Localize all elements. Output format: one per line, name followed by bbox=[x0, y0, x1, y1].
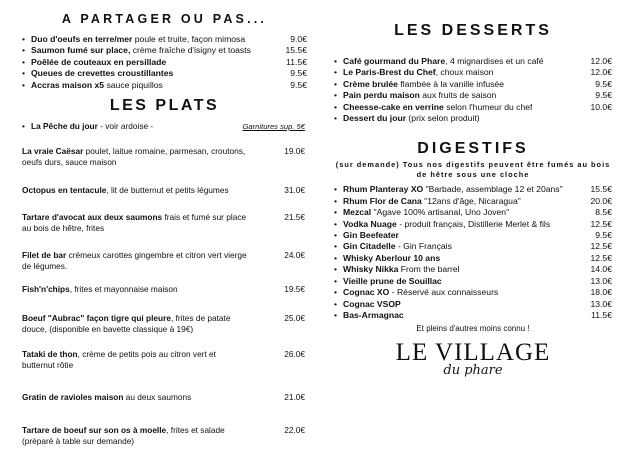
bullet-icon: • bbox=[334, 195, 338, 206]
list-item bbox=[22, 45, 307, 56]
list-item bbox=[334, 196, 612, 207]
list-item bbox=[22, 392, 307, 403]
bullet-icon: • bbox=[22, 34, 26, 44]
item-name: Tartare d'avocat aux deux saumons bbox=[22, 211, 163, 222]
list-item bbox=[22, 80, 307, 91]
item-desc: frais et fumé sur place au bois de hêtre, frites bbox=[22, 211, 247, 234]
item-name: Filet de bar bbox=[22, 250, 67, 261]
list-item bbox=[334, 67, 612, 78]
bullet-icon: • bbox=[334, 56, 338, 66]
item-name: Gin Beefeater bbox=[343, 230, 399, 241]
list-item bbox=[22, 425, 307, 447]
bullet-icon: • bbox=[334, 252, 338, 263]
item-desc: "12ans d'âge, Nicaragua" bbox=[421, 195, 521, 206]
list-item bbox=[334, 219, 612, 230]
item-name: Vodka Nuage bbox=[343, 218, 397, 229]
item-price: 15.5€ bbox=[285, 45, 307, 56]
item-desc: , lit de butternut et petits légumes bbox=[106, 184, 229, 195]
plats-title: LES PLATS bbox=[109, 97, 220, 115]
plats-list bbox=[22, 121, 307, 447]
bullet-icon: • bbox=[334, 230, 338, 241]
list-item bbox=[334, 276, 612, 287]
item-desc: (prix selon produit) bbox=[406, 113, 480, 124]
list-item bbox=[334, 287, 612, 298]
list-item bbox=[22, 250, 307, 272]
item-price: 9.5€ bbox=[595, 90, 612, 101]
list-item bbox=[22, 185, 307, 196]
list-item bbox=[22, 212, 307, 234]
item-name: Tataki de thon bbox=[22, 349, 78, 360]
desserts-list bbox=[334, 56, 612, 124]
item-name: Boeuf "Aubrac" façon tigre qui pleure bbox=[22, 312, 171, 323]
list-item: • La Pêche du jour - voir ardoise - Garnitures sup. 5€ bbox=[22, 121, 305, 132]
item-price: 15.5€ bbox=[590, 184, 612, 195]
right-column bbox=[334, 0, 612, 378]
item-name: Rhum Flor de Cana bbox=[343, 195, 422, 206]
item-desc: selon l'humeur du chef bbox=[443, 101, 533, 112]
list-item bbox=[334, 230, 612, 241]
item-desc: aux fruits de saison bbox=[419, 90, 497, 101]
list-item bbox=[334, 299, 612, 310]
item-price: 9.5€ bbox=[290, 79, 307, 90]
list-item bbox=[22, 313, 307, 335]
item-name: Café gourmand du Phare bbox=[343, 56, 446, 66]
item-name: Rhum Planteray XO bbox=[343, 184, 424, 195]
desserts-title: LES DESSERTS bbox=[394, 22, 552, 39]
list-item bbox=[334, 184, 612, 195]
list-item bbox=[334, 79, 612, 90]
bullet-icon: • bbox=[334, 298, 338, 309]
item-desc: From the barrel bbox=[398, 264, 460, 275]
item-name: Saumon fumé sur place, bbox=[31, 45, 131, 56]
list-item bbox=[334, 90, 612, 101]
bullet-icon: • bbox=[334, 241, 338, 252]
item-price: 12.0€ bbox=[590, 56, 612, 66]
item-name: La vraie Caësar bbox=[22, 146, 84, 157]
item-price: 12.5€ bbox=[590, 218, 612, 229]
bullet-icon: • bbox=[22, 79, 26, 90]
item-price: 9.0€ bbox=[290, 34, 307, 44]
partager-list bbox=[22, 34, 307, 91]
bullet-icon: • bbox=[22, 45, 26, 56]
item-price: 22.0€ bbox=[284, 424, 305, 435]
item-name: Gin Citadelle bbox=[343, 241, 396, 252]
item-price: 13.0€ bbox=[590, 298, 612, 309]
list-item bbox=[334, 310, 612, 321]
item-price: 11.5€ bbox=[591, 309, 612, 320]
item-name: Fish'n'chips bbox=[22, 283, 70, 294]
logo-subtitle: du phare bbox=[443, 363, 503, 379]
list-item bbox=[334, 102, 612, 113]
item-desc: au deux saumons bbox=[123, 391, 192, 402]
item-name: Cognac VSOP bbox=[343, 298, 401, 309]
item-name: Cognac XO bbox=[343, 287, 390, 298]
logo-title: LE VILLAGE bbox=[395, 339, 551, 367]
item-desc: "Barbade, assemblage 12 et 20ans" bbox=[423, 184, 563, 195]
list-item bbox=[334, 56, 612, 67]
item-price: 21.5€ bbox=[284, 211, 305, 222]
bullet-icon: • bbox=[334, 67, 338, 78]
bullet-icon: • bbox=[334, 184, 338, 195]
item-price: 10.0€ bbox=[590, 101, 612, 112]
bullet-icon: • bbox=[334, 309, 338, 320]
list-item bbox=[334, 264, 612, 275]
bullet-icon: • bbox=[22, 68, 26, 79]
item-price: 12.0€ bbox=[590, 67, 612, 78]
list-item bbox=[334, 113, 612, 124]
list-item bbox=[22, 57, 307, 68]
list-item bbox=[22, 146, 307, 168]
bullet-icon: • bbox=[22, 56, 26, 67]
item-price: 21.0€ bbox=[284, 391, 305, 402]
bullet-icon: • bbox=[334, 287, 338, 298]
list-item bbox=[22, 34, 307, 45]
item-name: Tartare de boeuf sur son os à moelle bbox=[22, 424, 167, 435]
item-name: Pain perdu maison bbox=[343, 90, 420, 101]
bullet-icon: • bbox=[334, 275, 338, 286]
item-price: 18.0€ bbox=[590, 287, 612, 298]
item-price: 9.5€ bbox=[595, 78, 612, 89]
bullet-icon: • bbox=[334, 90, 338, 101]
digestifs-title: DIGESTIFS bbox=[417, 140, 529, 158]
item-name: Queues de crevettes croustillantes bbox=[31, 68, 174, 79]
item-price: 9.5€ bbox=[595, 230, 612, 241]
item-desc: , choux maison bbox=[435, 67, 494, 78]
item-price: 20.0€ bbox=[590, 195, 612, 206]
item-desc: , frites de patate douce, (disponible en bavette classique à 19€) bbox=[22, 312, 231, 335]
item-price: 19.5€ bbox=[284, 283, 305, 294]
bullet-icon: • bbox=[334, 113, 338, 124]
digestifs-tail: Et pleins d'autres moins connu ! bbox=[416, 324, 530, 334]
bullet-icon: • bbox=[334, 218, 338, 229]
item-desc: - produit français, Distillerie Merlet & fils bbox=[396, 218, 551, 229]
item-desc: , 4 mignardises et un café bbox=[445, 56, 544, 66]
item-price: 31.0€ bbox=[284, 184, 305, 195]
item-desc: crème fraîche d'isigny et toasts bbox=[130, 45, 251, 56]
item-desc: sauce piquillos bbox=[104, 79, 163, 90]
bullet-icon: • bbox=[334, 264, 338, 275]
item-name: Gratin de ravioles maison bbox=[22, 391, 124, 402]
item-price: 13.0€ bbox=[590, 275, 612, 286]
item-name: Crème brulée bbox=[343, 78, 398, 89]
item-price: 26.0€ bbox=[284, 349, 305, 360]
logo bbox=[334, 339, 612, 378]
item-desc: , frites et salade (préparé à table sur demande) bbox=[22, 424, 225, 447]
digestifs-intro: (sur demande) Tous nos digestifs peuvent être fumés au bois de hêtre sous une cloche bbox=[335, 160, 611, 180]
item-name: Poêlée de couteaux en persillade bbox=[31, 56, 167, 67]
item-desc: flambée à la vanille infusée bbox=[397, 78, 504, 89]
item-name: Whisky Nikka bbox=[343, 264, 399, 275]
item-desc: crémeux carottes gingembre et citron vert vierge de légumes. bbox=[22, 250, 247, 272]
list-item bbox=[334, 253, 612, 264]
item-desc: poule et truite, façon mimosa bbox=[132, 34, 246, 44]
item-price: 8.5€ bbox=[595, 207, 612, 218]
list-item bbox=[22, 284, 307, 295]
peche-label: La Pêche du jour bbox=[31, 121, 98, 132]
left-column bbox=[22, 0, 307, 447]
item-desc: - Gin Français bbox=[395, 241, 452, 252]
item-price bbox=[608, 113, 612, 124]
item-name: Vieille prune de Souillac bbox=[343, 275, 442, 286]
item-price: 24.0€ bbox=[284, 250, 305, 261]
item-name: Accras maison x5 bbox=[31, 79, 105, 90]
item-desc: "Agave 100% artisanal, Uno Joven" bbox=[371, 207, 510, 218]
list-item bbox=[22, 68, 307, 79]
item-name: Octopus en tentacule bbox=[22, 184, 107, 195]
item-name: Mezcal bbox=[343, 207, 372, 218]
list-item bbox=[334, 207, 612, 218]
bullet-icon: • bbox=[334, 207, 338, 218]
item-desc: , frites et mayonnaise maison bbox=[69, 283, 178, 294]
bullet-icon: • bbox=[334, 78, 338, 89]
item-price: 12.5€ bbox=[590, 241, 612, 252]
item-price: 9.5€ bbox=[290, 68, 307, 79]
item-desc: poulet, laitue romaine, parmesan, croutons, oeufs durs, sauce maison bbox=[22, 146, 246, 168]
item-name: Cheesse-cake en verrine bbox=[343, 101, 444, 112]
item-price: 11.5€ bbox=[286, 56, 307, 67]
item-name: Bas-Armagnac bbox=[343, 309, 404, 320]
peche-rest: - voir ardoise - bbox=[97, 121, 154, 132]
item-price: 14.0€ bbox=[590, 264, 612, 275]
list-item bbox=[334, 241, 612, 252]
garnitures-note: Garnitures sup. 5€ bbox=[242, 122, 305, 132]
digestifs-list bbox=[334, 184, 612, 321]
partager-title: A PARTAGER OU PAS... bbox=[61, 12, 268, 26]
item-name: Whisky Aberlour 10 ans bbox=[343, 252, 441, 263]
item-name: Le Paris-Brest du Chef bbox=[343, 67, 436, 78]
item-price: 12.5€ bbox=[590, 252, 612, 263]
bullet-icon: • bbox=[334, 101, 338, 112]
item-price: 19.0€ bbox=[284, 146, 305, 157]
list-item bbox=[22, 349, 307, 371]
item-desc: , crème de petits pois au citron vert et butternut rôtie bbox=[22, 349, 216, 371]
item-desc: - Réservé aux connaisseurs bbox=[389, 287, 499, 298]
item-name: Dessert du jour bbox=[343, 113, 407, 124]
item-price: 25.0€ bbox=[284, 312, 305, 323]
item-name: Duo d'oeufs en terre/mer bbox=[31, 34, 133, 44]
